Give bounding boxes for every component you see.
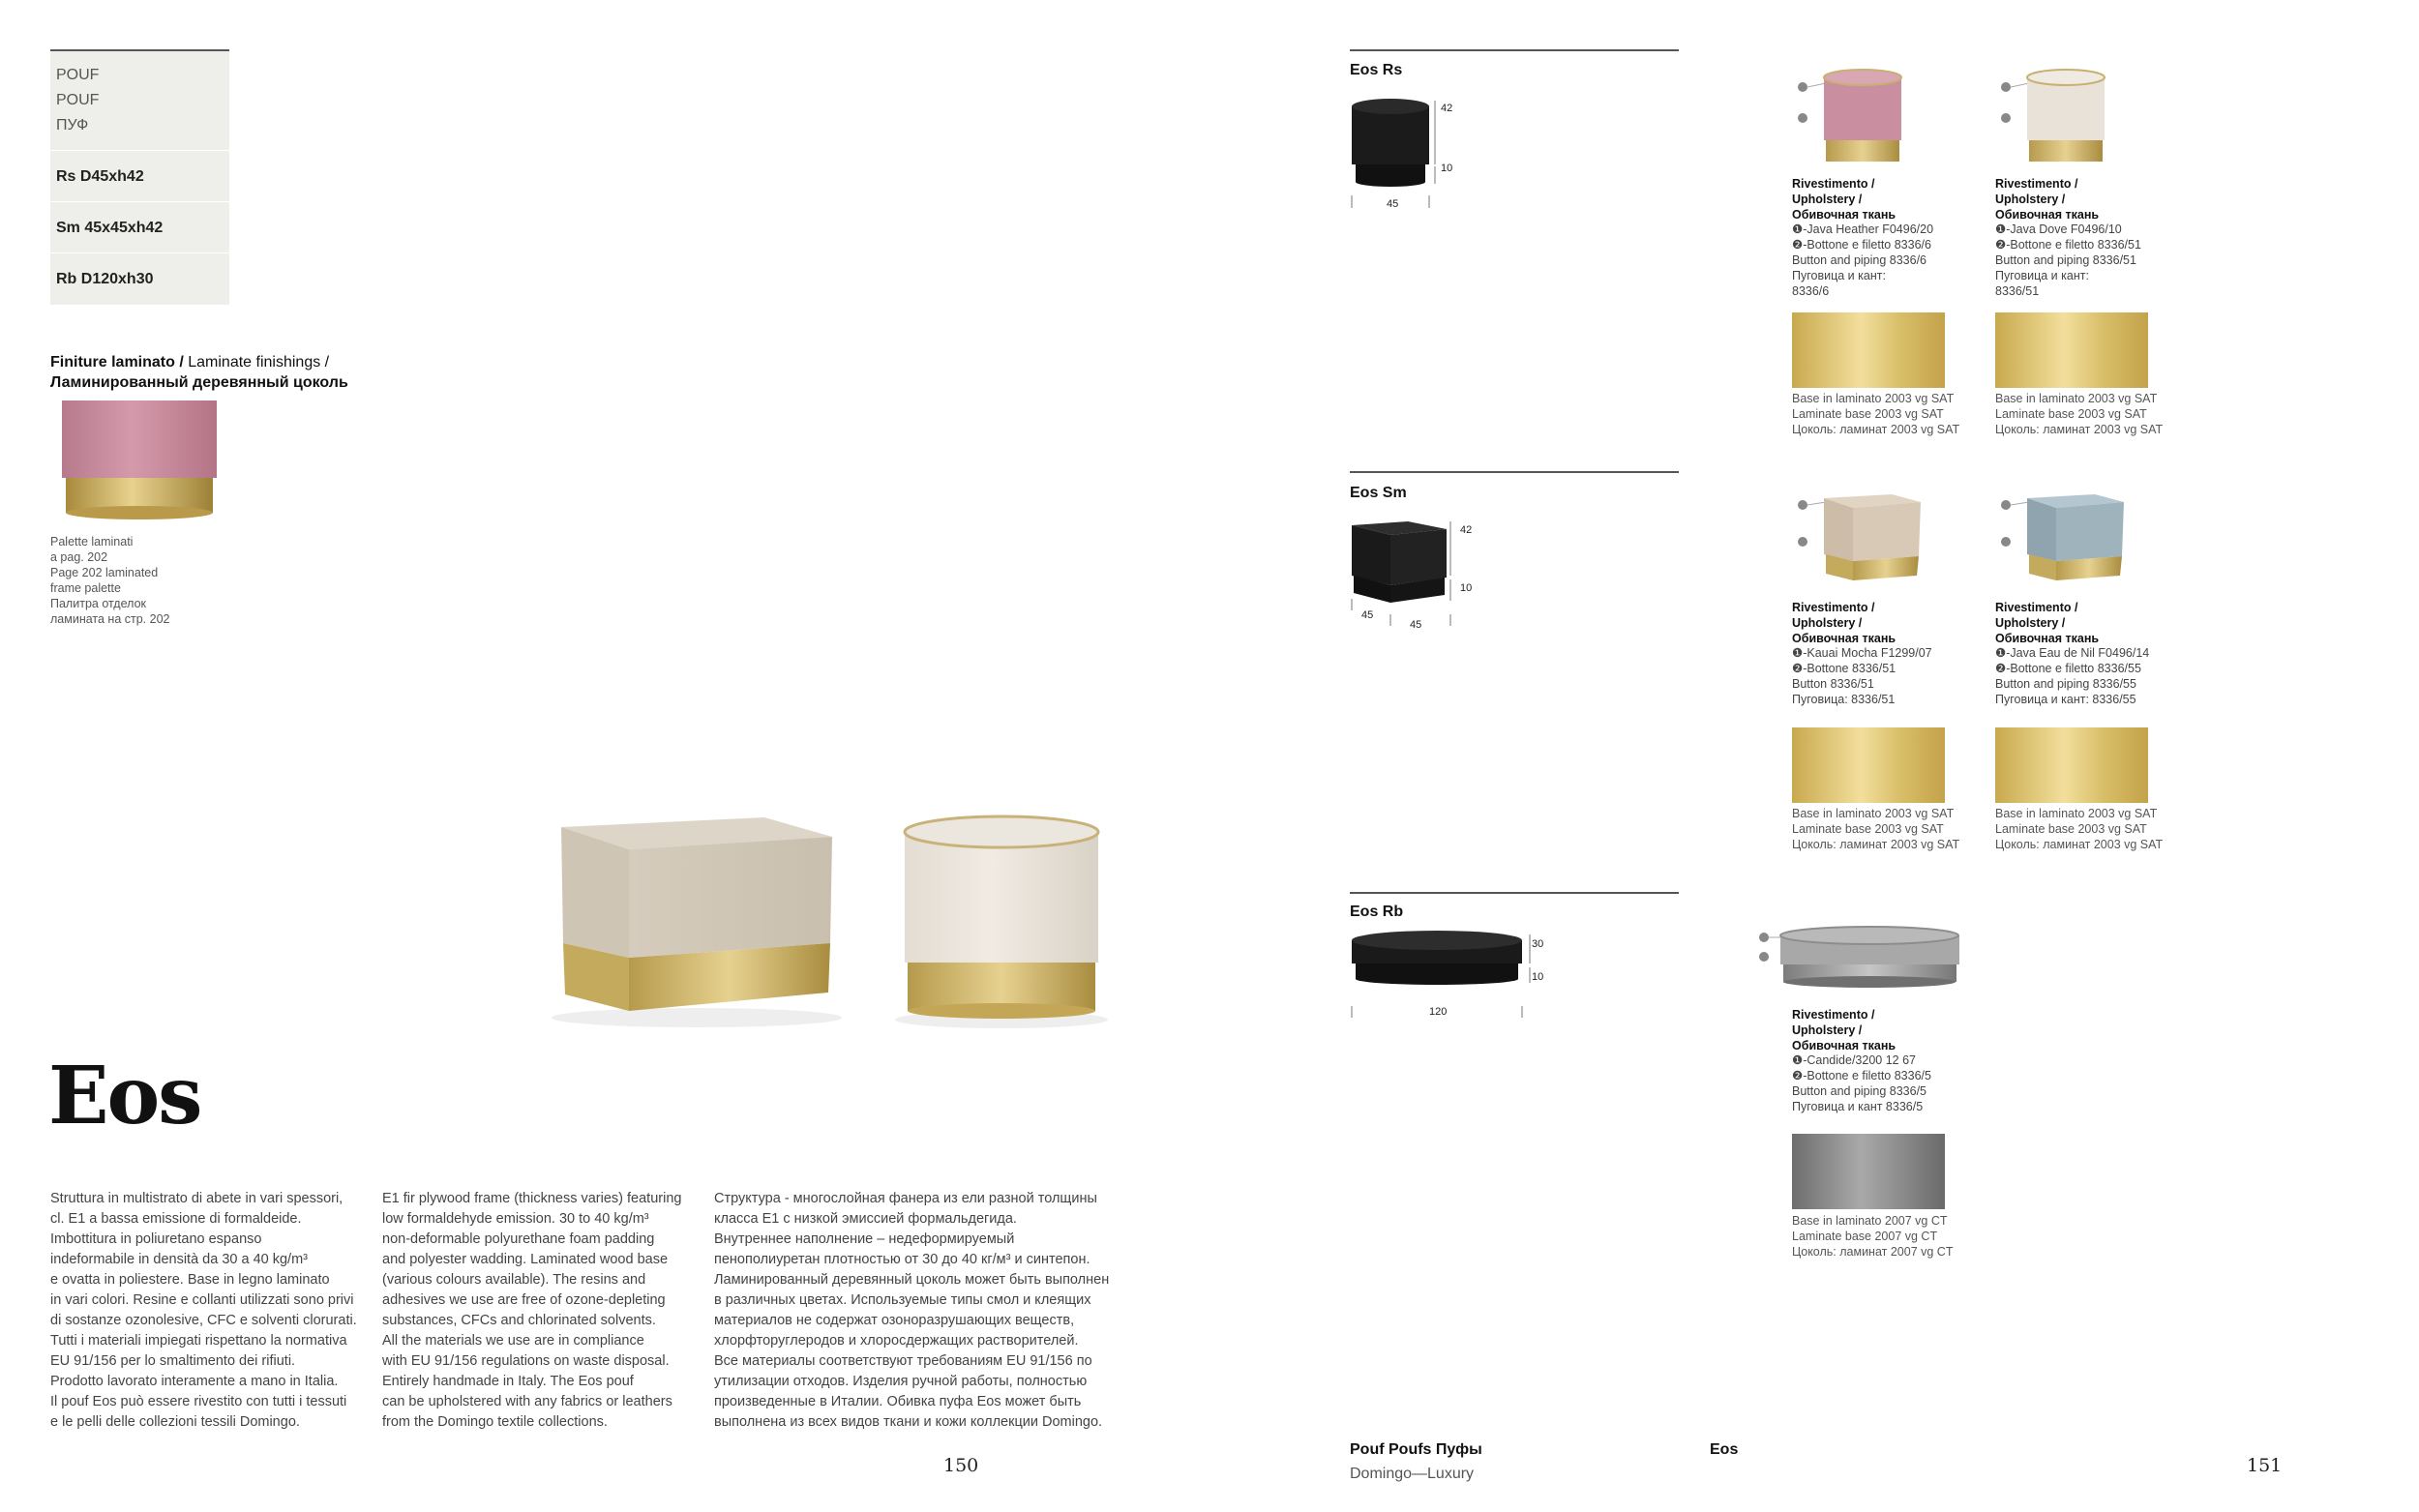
variant-2-upholstery: Rivestimento / Upholstery / Обивочная ткань ❶-Java Dove F0496/10 ❷-Bottone e filetto 8336/51 Button and piping 8336/51 Пуговица и кант: 8336/51 [1995, 177, 2208, 299]
upholstery-heading-ru: Обивочная ткань [1792, 207, 1896, 222]
size-sm: Sm 45x45xh42 [50, 201, 229, 252]
base-label-ru: Цоколь: ламинат 2003 vg SAT [1995, 422, 2164, 436]
variant-3-button-en: Button 8336/51 [1792, 676, 1874, 691]
finishings-title [50, 352, 348, 393]
upholstery-heading-it: Rivestimento / [1995, 177, 2078, 191]
base-label-en: Laminate base 2007 vg CT [1792, 1229, 1938, 1243]
product-type-ru: ПУФ [56, 117, 89, 133]
upholstery-heading-it: Rivestimento / [1995, 601, 2078, 614]
upholstery-heading-ru: Обивочная ткань [1792, 1038, 1896, 1052]
variant-5-upholstery: Rivestimento / Upholstery / Обивочная ткань ❶-Candide/3200 12 67 ❷-Bottone e filetto 8336/5 Button and piping 8336/5 Пуговица и кант 8336/5 [1792, 1008, 2005, 1115]
palette-note [50, 534, 169, 627]
upholstery-heading-it: Rivestimento / [1792, 1008, 1875, 1022]
page-number-right: 151 [2247, 1455, 2283, 1476]
size-rs: Rs D45xh42 [50, 150, 229, 201]
base-label-it: Base in laminato 2007 vg CT [1792, 1214, 1948, 1228]
product-title: Eos [48, 1050, 201, 1142]
description-italian: Struttura in multistrato di abete in vari spessori, cl. E1 a bassa emissione di formaldeide. Imbottitura in poliuretano espanso indeformabile in densità da 30 a 40 kg/m³ e ovatta in poliestere. Base in legno laminato in vari colori. Resine e collanti utilizzati sono privi di sostanze ozonolesive, CFC e solventi clorurati. Tutti i materiali impiegati rispettano la normativa EU 91/156 per lo smaltimento dei rifiuti. Prodotto lavorato interamente a mano in Italia. Il pouf Eos può essere rivestito con tutti i tessuti e le pelli delle collezioni tessili Domingo. [50, 1191, 357, 1430]
upholstery-heading-en: Upholstery / [1792, 615, 1863, 630]
palette-note-line: frame palette [50, 581, 121, 595]
variant-2-button-code: 8336/51 [1995, 283, 2040, 298]
base-label-it: Base in laminato 2003 vg SAT [1792, 392, 1955, 405]
size-box [50, 49, 229, 305]
variant-3-base [1792, 807, 2005, 852]
product-type-en: POUF [56, 92, 100, 108]
upholstery-heading-en: Upholstery / [1995, 192, 2066, 206]
product-type-names [50, 51, 229, 138]
variant-4-button-ru: Пуговица и кант: 8336/55 [1995, 692, 2136, 706]
variant-3-button-it: -Bottone 8336/51 [1803, 662, 1896, 676]
variant-1-fabric: -Java Heather F0496/20 [1803, 222, 1934, 237]
rb-base-height: 10 [1532, 971, 1544, 983]
variant-3-upholstery: Rivestimento / Upholstery / Обивочная ткань ❶-Kauai Mocha F1299/07 ❷-Bottone 8336/51 Button 8336/51 Пуговица: 8336/51 [1792, 601, 2005, 708]
base-label-en: Laminate base 2003 vg SAT [1995, 821, 2147, 836]
base-label-en: Laminate base 2003 vg SAT [1792, 406, 1944, 421]
variant-2-button-en: Button and piping 8336/51 [1995, 252, 2136, 267]
footer-section-title: Pouf Poufs Пуфы [1350, 1441, 1482, 1458]
base-label-it: Base in laminato 2003 vg SAT [1792, 807, 1955, 820]
sm-depth: 45 [1361, 609, 1374, 621]
base-label-it: Base in laminato 2003 vg SAT [1995, 392, 2158, 405]
eau-de-nil-pouf-thumbnail [1998, 489, 2134, 590]
variant-2-gold-swatch [1995, 312, 2148, 388]
rs-base-height: 10 [1441, 163, 1453, 174]
dove-pouf-thumbnail [1998, 68, 2114, 174]
page-number-left: 150 [943, 1455, 979, 1476]
variant-3-button-ru: Пуговица: 8336/51 [1792, 692, 1896, 706]
rs-width: 45 [1387, 198, 1399, 210]
variant-1-gold-swatch [1792, 312, 1945, 388]
upholstery-heading-en: Upholstery / [1792, 192, 1863, 206]
rule-rb [1350, 892, 1679, 894]
variant-4-gold-swatch [1995, 727, 2148, 803]
variant-2-button-ru: Пуговица и кант: [1995, 268, 2089, 282]
palette-note-line: Палитра отделок [50, 597, 146, 610]
variant-4-upholstery: Rivestimento / Upholstery / Обивочная ткань ❶-Java Eau de Nil F0496/14 ❷-Bottone e filetto 8336/55 Button and piping 8336/55 Пуговица и кант: 8336/55 [1995, 601, 2208, 708]
rs-dimension-drawing [1350, 97, 1456, 213]
base-label-it: Base in laminato 2003 vg SAT [1995, 807, 2158, 820]
base-label-ru: Цоколь: ламинат 2003 vg SAT [1792, 422, 1960, 436]
variant-5-silver-swatch [1792, 1134, 1945, 1209]
model-title-rs: Eos Rs [1350, 62, 1403, 78]
description-english: E1 fir plywood frame (thickness varies) featuring low formaldehyde emission. 30 to 40 kg/m³ non-deformable polyurethane foam padding and polyester wadding. Laminated wood base (various colours available). The resins and adhesives we use are free of ozone-depleting substances, CFCs and chlorinated solvents. All the materials we use are in compliance with EU 91/156 regulations on waste disposal. Entirely handmade in Italy. The Eos pouf can be upholstered with any fabrics or leathers from the Domingo textile collections. [382, 1191, 682, 1430]
variant-2-base [1995, 392, 2208, 437]
variant-4-button-en: Button and piping 8336/55 [1995, 676, 2136, 691]
variant-1-upholstery: Rivestimento / Upholstery / Обивочная ткань ❶-Java Heather F0496/20 ❷-Bottone e filetto 8336/6 Button and piping 8336/6 Пуговица и кант: 8336/6 [1792, 177, 2005, 299]
variant-2-fabric: -Java Dove F0496/10 [2006, 222, 2122, 237]
rb-width: 120 [1429, 1006, 1448, 1018]
rule-rs [1350, 49, 1679, 51]
upholstery-heading-en: Upholstery / [1995, 615, 2066, 630]
base-label-ru: Цоколь: ламинат 2007 vg CT [1792, 1244, 1954, 1259]
variant-5-button-ru: Пуговица и кант 8336/5 [1792, 1099, 1924, 1113]
model-title-rb: Eos Rb [1350, 904, 1404, 920]
upholstery-heading-it: Rivestimento / [1792, 601, 1875, 614]
variant-2-button-it: -Bottone e filetto 8336/51 [2006, 238, 2141, 252]
variant-1-button-en: Button and piping 8336/6 [1792, 252, 1927, 267]
variant-5-button-en: Button and piping 8336/5 [1792, 1083, 1927, 1098]
variant-1-button-ru: Пуговица и кант: [1792, 268, 1886, 282]
pink-pouf-thumbnail [1795, 68, 1911, 174]
pink-pouf-finish-image [56, 400, 223, 520]
round-pouf-photo [890, 813, 1113, 1035]
sm-height: 42 [1460, 524, 1473, 536]
variant-4-button-it: -Bottone e filetto 8336/55 [2006, 662, 2141, 676]
candide-pouf-thumbnail [1756, 924, 1964, 1001]
finishings-title-ru: Ламинированный деревянный цоколь [50, 374, 348, 391]
base-label-ru: Цоколь: ламинат 2003 vg SAT [1995, 837, 2164, 851]
variant-3-gold-swatch [1792, 727, 1945, 803]
upholstery-heading-it: Rivestimento / [1792, 177, 1875, 191]
variant-5-fabric: -Candide/3200 12 67 [1803, 1053, 1916, 1068]
rb-dimension-drawing [1350, 929, 1553, 1025]
rs-height: 42 [1441, 103, 1453, 114]
variant-4-base [1995, 807, 2208, 852]
base-label-en: Laminate base 2003 vg SAT [1995, 406, 2147, 421]
footer-product-name: Eos [1710, 1441, 1739, 1458]
sm-base-height: 10 [1460, 582, 1473, 594]
product-type-it: POUF [56, 67, 100, 83]
footer-brand: Domingo—Luxury [1350, 1466, 1475, 1482]
rule-sm [1350, 471, 1679, 473]
upholstery-heading-ru: Обивочная ткань [1995, 631, 2100, 645]
finishings-title-en: Laminate finishings / [183, 354, 330, 371]
size-rb: Rb D120xh30 [50, 252, 229, 304]
upholstery-heading-ru: Обивочная ткань [1792, 631, 1896, 645]
base-label-en: Laminate base 2003 vg SAT [1792, 821, 1944, 836]
variant-1-button-it: -Bottone e filetto 8336/6 [1803, 238, 1931, 252]
finishings-title-it: Finiture laminato / [50, 354, 184, 371]
upholstery-heading-ru: Обивочная ткань [1995, 207, 2100, 222]
variant-5-base [1792, 1214, 2005, 1260]
variant-4-fabric: -Java Eau de Nil F0496/14 [2006, 646, 2150, 661]
variant-5-button-it: -Bottone e filetto 8336/5 [1803, 1069, 1931, 1083]
palette-note-line: ламината на стр. 202 [50, 612, 170, 626]
mocha-pouf-thumbnail [1795, 489, 1930, 590]
sm-width: 45 [1410, 619, 1422, 631]
variant-1-button-code: 8336/6 [1792, 283, 1830, 298]
base-label-ru: Цоколь: ламинат 2003 vg SAT [1792, 837, 1960, 851]
palette-note-line: Page 202 laminated [50, 566, 159, 579]
variant-1-base [1792, 392, 2005, 437]
variant-3-fabric: -Kauai Mocha F1299/07 [1803, 646, 1932, 661]
palette-note-line: a pag. 202 [50, 550, 108, 564]
square-pouf-photo [542, 813, 851, 1035]
rb-height: 30 [1532, 938, 1544, 950]
description-russian: Структура - многослойная фанера из ели разной толщины класса E1 с низкой эмиссией формальдегида. Внутреннее наполнение – недеформируемый пенополиуретан плотностью от 30 до 40 кг/м³ и синтепон. Ламинированный деревянный цоколь может быть выполнен в различных цветах. Используемые типы смол и клеящих материалов не содержат озоноразрушающих веществ, хлорфторуглеродов и хлоросдержащих растворителей. Все материалы соответствуют требованиям EU 91/156 по утилизации отходов. Изделия ручной работы, полностью произведенные в Италии. Обивка пуфа Eos может быть выполнена из всех видов ткани и кожи коллекции Domingo. [714, 1191, 1110, 1430]
palette-note-line: Palette laminati [50, 535, 134, 548]
upholstery-heading-en: Upholstery / [1792, 1023, 1863, 1037]
model-title-sm: Eos Sm [1350, 485, 1407, 501]
